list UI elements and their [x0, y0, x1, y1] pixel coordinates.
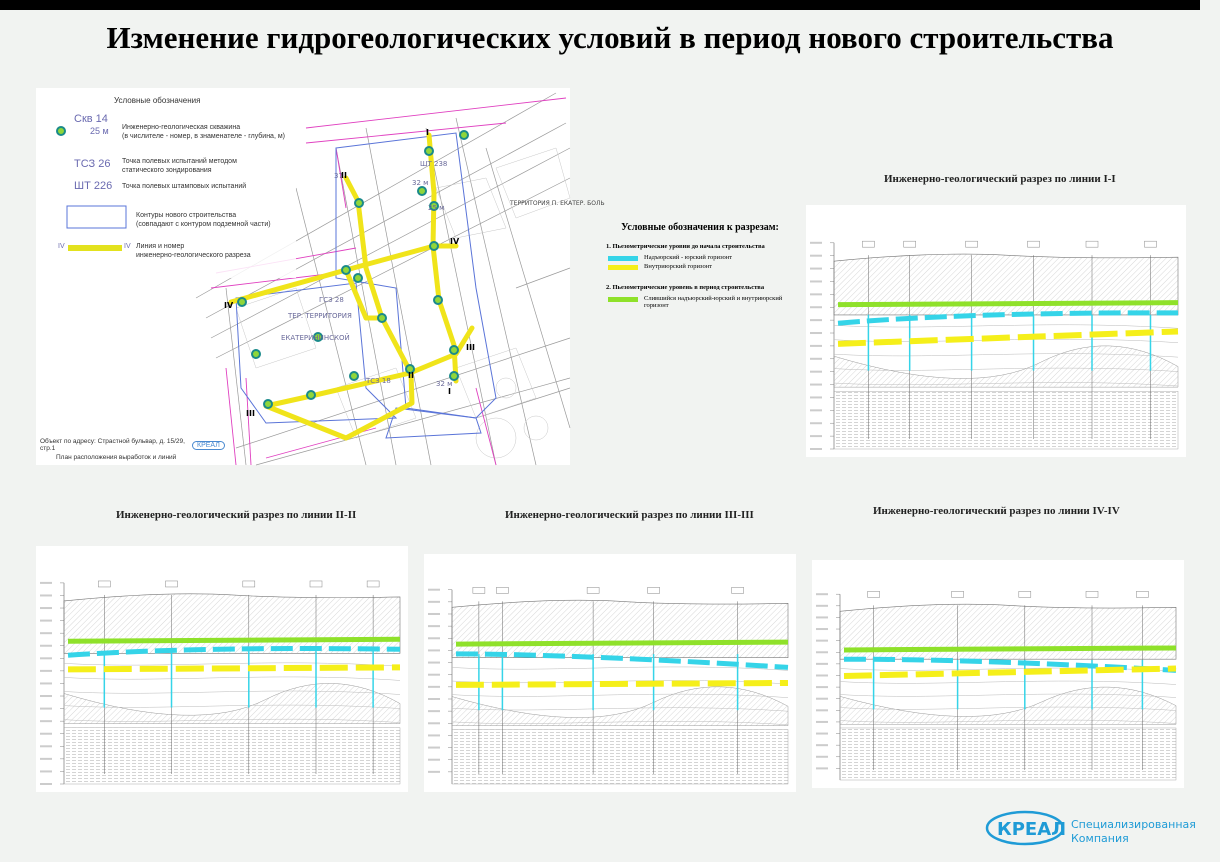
section-title-1: Инженерно-геологический разрез по линии I-I	[884, 173, 1116, 185]
cyan-swatch	[608, 256, 638, 261]
yellow-swatch	[608, 265, 638, 270]
svg-text:I: I	[448, 387, 451, 396]
svg-text:III: III	[466, 343, 475, 352]
svg-text:IV: IV	[450, 237, 460, 246]
legend-tsz-desc: Точка полевых испытаний методом	[122, 158, 237, 165]
section-II-II	[36, 546, 408, 792]
svg-text:ТЕР. ТЕРРИТОРИЯ: ТЕР. ТЕРРИТОРИЯ	[288, 312, 352, 320]
legend-tsz-desc2: статического зондирования	[122, 167, 212, 174]
map-footer-plan: План расположения выработок и линий	[56, 454, 177, 461]
legend-well-icon	[57, 127, 65, 135]
legend-well-label: Скв 14	[74, 113, 108, 125]
legend-sht-label: ШТ 226	[74, 180, 113, 192]
depth-scale	[40, 582, 64, 785]
merged-horizon-level	[838, 303, 1178, 305]
legend-group-2: 2. Пьезометрические уровень в период строительства	[606, 284, 765, 291]
legend-sht-desc: Точка полевых штамповых испытаний	[122, 183, 247, 190]
legend-contour-desc: Контуры нового строительства	[136, 212, 237, 219]
section-title-3: Инженерно-геологический разрез по линии III-III	[505, 509, 754, 521]
territory-label: ТЕРРИТОРИЯ П. ЕКАТЕР. БОЛЬ	[510, 200, 605, 207]
svg-text:ГСЗ 28: ГСЗ 28	[319, 296, 344, 304]
map-footer-address: Объект по адресу: Страстной бульвар, д. 15/29, стр.1	[40, 438, 185, 452]
legend-well-desc2: (в числителе - номер, в знаменателе - глубина, м)	[122, 133, 285, 140]
svg-text:IV: IV	[224, 301, 234, 310]
green-swatch	[608, 297, 638, 302]
merged-horizon-level	[68, 639, 400, 641]
top-bar	[0, 0, 1200, 10]
merged-horizon-level	[456, 642, 788, 644]
legend-well-depth: 25 м	[90, 126, 109, 136]
depth-scale	[816, 593, 840, 780]
map-stamp: КРЕАЛ	[192, 441, 225, 450]
map-legend-title: Условные обозначения	[114, 96, 201, 105]
kreal-logo	[985, 808, 1196, 853]
section-IV-IV	[812, 560, 1184, 788]
inner-horizon-level	[838, 331, 1178, 343]
svg-text:32 м: 32 м	[412, 179, 429, 187]
merged-horizon-level	[844, 648, 1176, 650]
soil-layers	[834, 254, 1178, 449]
svg-text:32 м: 32 м	[436, 380, 453, 388]
svg-text:ШТ 238: ШТ 238	[420, 160, 448, 168]
svg-text:ТСЗ 18: ТСЗ 18	[366, 377, 391, 385]
svg-text:III: III	[246, 409, 255, 418]
inner-horizon-level	[68, 667, 400, 669]
section-title-4: Инженерно-геологический разрез по линии IV-IV	[873, 505, 1120, 517]
depth-scale	[428, 589, 452, 784]
svg-text:II: II	[408, 371, 414, 380]
legend-line-desc2: инженерно-геологического разреза	[136, 252, 251, 259]
legend-item-cyan: Надъюрский - юрский горизонт	[608, 254, 800, 261]
page-title: Изменение гидрогеологических условий в период нового строительства	[106, 20, 1114, 55]
soil-layers	[64, 594, 400, 784]
svg-text:ЕКАТЕРИНИНСКОЙ: ЕКАТЕРИНИНСКОЙ	[281, 334, 350, 342]
legend-well-desc: Инженерно-геологическая скважина	[122, 124, 241, 131]
section-III-III	[424, 554, 796, 792]
logo-name: КРЕАЛ	[997, 819, 1067, 840]
line-I	[429, 135, 456, 381]
svg-text:II: II	[341, 171, 347, 180]
logo-line2: Компания	[1071, 832, 1129, 845]
site-plan-map	[36, 88, 605, 465]
legend-tsz-label: ТСЗ 26	[74, 158, 111, 170]
section-I-I	[806, 205, 1186, 457]
section-title-2: Инженерно-геологический разрез по линии II-II	[116, 509, 357, 521]
legend-contour-desc2: (совпадают с контуром подземной части)	[136, 221, 271, 228]
legend-item-yellow: Внутриюрский горизонт	[608, 263, 800, 270]
logo-line1: Специализированная	[1071, 818, 1196, 831]
section-legend-title: Условные обозначения к разрезам:	[621, 222, 779, 233]
legend-line-desc: Линия и номер	[136, 243, 185, 250]
legend-line-num-right: IV	[124, 243, 131, 250]
site-plan-drawing	[36, 88, 605, 465]
section-legend	[600, 222, 800, 311]
svg-text:37: 37	[334, 172, 343, 180]
legend-line-num-left: IV	[58, 243, 65, 250]
depth-scale	[810, 242, 834, 450]
soil-layers	[840, 604, 1176, 780]
svg-text:25 м: 25 м	[428, 204, 445, 212]
legend-item-green: Слившийся надъюрский-юрский и внутриюрский горизонт	[608, 295, 800, 309]
svg-text:I: I	[426, 128, 429, 137]
legend-group-1: 1. Пьезометрические уровни до начала строительства	[606, 243, 765, 250]
